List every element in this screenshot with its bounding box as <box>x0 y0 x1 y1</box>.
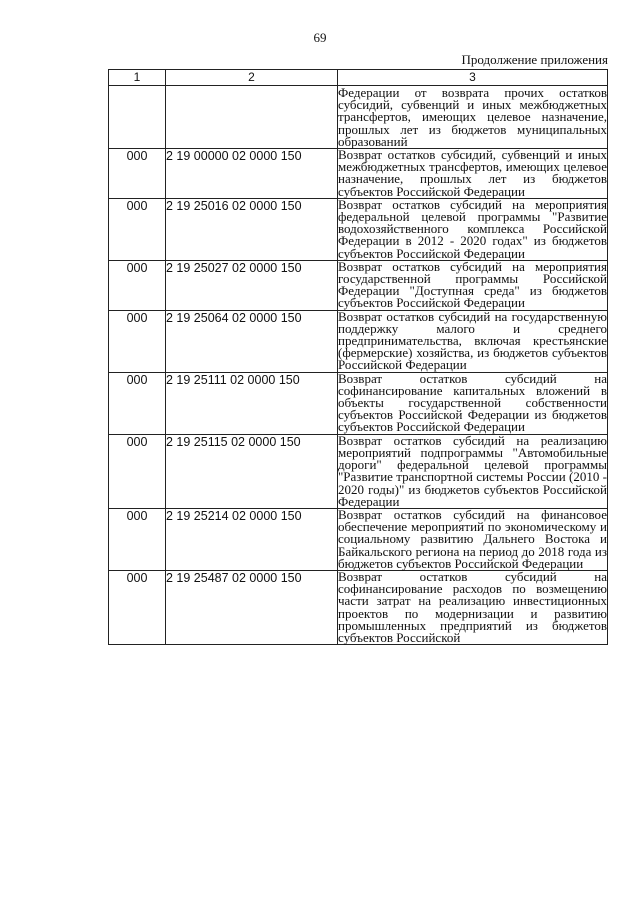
admin-code-cell: 000 <box>109 434 166 508</box>
budget-code-cell: 2 19 00000 02 0000 150 <box>166 149 338 199</box>
budget-codes-table <box>108 69 608 645</box>
description-cell: Возврат остатков субсидий на реализацию мероприятий подпрограммы "Автомобильные дороги" федеральной целевой программы "Развитие транспортной системы России (2010 - 2020 годы)" из бюджетов субъектов Российской Федерации <box>338 432 607 509</box>
table-row <box>109 86 608 149</box>
table-row <box>109 310 608 372</box>
budget-code-cell: 2 19 25214 02 0000 150 <box>166 508 338 570</box>
admin-code-cell: 000 <box>109 260 166 310</box>
description-cell: Возврат остатков субсидий на государственную поддержку малого и среднего предпринимательства, включая крестьянские (фермерские) хозяйства, из бюджетов субъектов Российской Федерации <box>338 308 607 373</box>
admin-code-cell: 000 <box>109 372 166 434</box>
description-cell: Возврат остатков субсидий на софинансирование капитальных вложений в объекты государственной собственности субъектов Российской Федерации из бюджетов субъектов Российской Федерации <box>338 370 607 435</box>
budget-code-cell <box>166 86 338 149</box>
column-header-3: 3 <box>338 70 608 86</box>
table-row <box>109 260 608 310</box>
column-header-1: 1 <box>109 70 166 86</box>
admin-code-cell: 000 <box>109 198 166 260</box>
budget-code-cell: 2 19 25064 02 0000 150 <box>166 310 338 372</box>
table-row <box>109 434 608 508</box>
description-cell: Возврат остатков субсидий на софинансирование расходов по возмещению части затрат на реализацию инвестиционных проектов по модернизации и развитию промышленных предприятий из бюджетов субъектов Российской <box>338 568 607 645</box>
table-row <box>109 198 608 260</box>
continuation-label: Продолжение приложения <box>461 52 608 67</box>
admin-code-cell <box>109 86 166 149</box>
admin-code-cell: 000 <box>109 570 166 644</box>
table-header-row <box>109 70 608 86</box>
budget-code-cell: 2 19 25487 02 0000 150 <box>166 570 338 644</box>
budget-code-cell: 2 19 25016 02 0000 150 <box>166 198 338 260</box>
description-cell: Федерации от возврата прочих остатков субсидий, субвенций и иных межбюджетных трансфертов, имеющих целевое назначение, прошлых лет из бюджетов муниципальных образований <box>338 85 607 149</box>
budget-code-cell: 2 19 25027 02 0000 150 <box>166 260 338 310</box>
admin-code-cell: 000 <box>109 310 166 372</box>
description-cell: Возврат остатков субсидий на финансовое обеспечение мероприятий по экономическому и социальному развитию Дальнего Востока и Байкальского региона на период до 2018 года из бюджетов субъектов Российской Федерации <box>338 506 607 571</box>
table-row <box>109 372 608 434</box>
budget-code-cell: 2 19 25111 02 0000 150 <box>166 372 338 434</box>
admin-code-cell: 000 <box>109 508 166 570</box>
description-cell: Возврат остатков субсидий на мероприятия государственной программы Российской Федерации "Доступная среда" из бюджетов субъектов Российской Федерации <box>338 258 607 311</box>
description-cell: Возврат остатков субсидий на мероприятия федеральной целевой программы "Развитие водохозяйственного комплекса Российской Федерации в 2012 - 2020 годах" из бюджетов субъектов Российской Федерации <box>338 196 607 261</box>
table-row <box>109 570 608 644</box>
budget-code-cell: 2 19 25115 02 0000 150 <box>166 434 338 508</box>
table-row <box>109 508 608 570</box>
description-cell: Возврат остатков субсидий, субвенций и иных межбюджетных трансфертов, имеющих целевое назначение, прошлых лет из бюджетов субъектов Российской Федерации <box>338 147 607 199</box>
table-row <box>109 149 608 199</box>
page-number: 69 <box>313 30 327 45</box>
admin-code-cell: 000 <box>109 149 166 199</box>
column-header-2: 2 <box>166 70 338 86</box>
